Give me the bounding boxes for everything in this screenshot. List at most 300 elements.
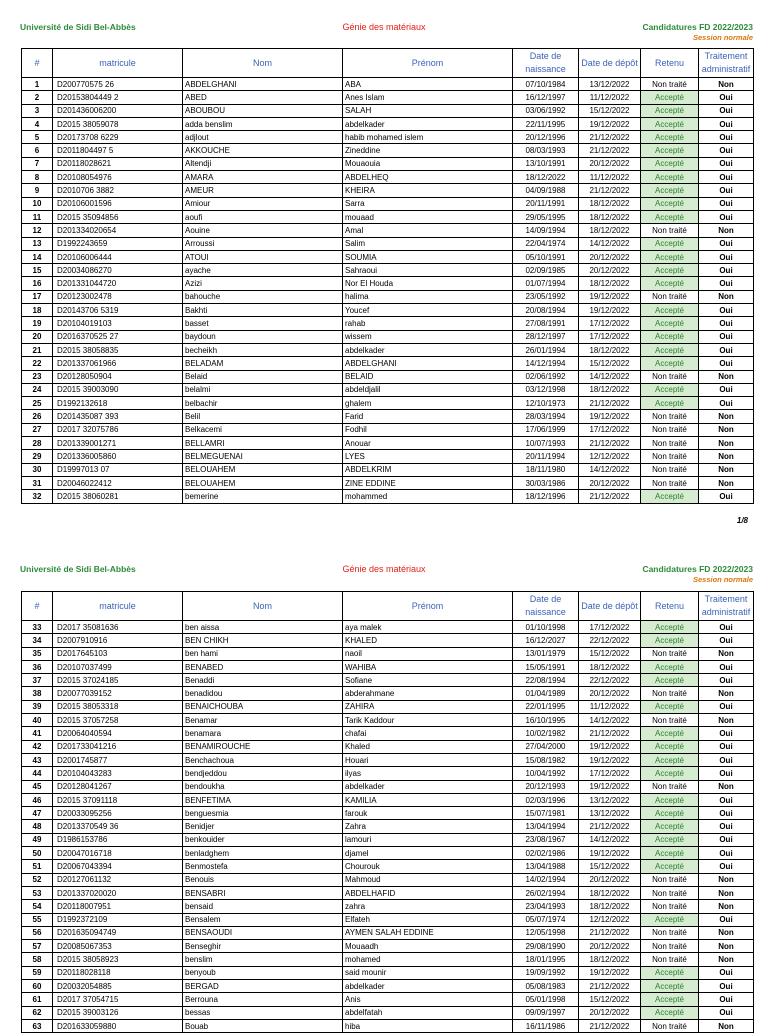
table-row [22, 700, 754, 713]
date-naissance-cell: 23/08/1967 [513, 833, 579, 846]
date-naissance-cell: 12/10/1973 [513, 397, 579, 410]
table-row [22, 674, 754, 687]
date-depot-cell: 13/12/2022 [579, 78, 641, 91]
prenom-cell: Amal [343, 224, 513, 237]
table-row [22, 913, 754, 926]
table-row [22, 886, 754, 899]
retenu-cell: Accepté [641, 144, 699, 157]
row-number: 45 [22, 780, 53, 793]
matricule-cell: D2007910916 [53, 634, 183, 647]
matricule-cell: D20085067353 [53, 940, 183, 953]
date-depot-cell: 15/12/2022 [579, 104, 641, 117]
table-row [22, 847, 754, 860]
table-row [22, 767, 754, 780]
nom-cell: AMARA [183, 171, 343, 184]
retenu-cell: Accepté [641, 397, 699, 410]
matricule-cell: D2015 38059078 [53, 117, 183, 130]
table-row [22, 966, 754, 979]
nom-cell: BENABED [183, 660, 343, 673]
date-depot-cell: 18/12/2022 [579, 886, 641, 899]
table-row [22, 224, 754, 237]
row-number: 5 [22, 131, 53, 144]
matricule-cell: D20118007951 [53, 900, 183, 913]
date-naissance-cell: 05/01/1998 [513, 993, 579, 1006]
table-row [22, 807, 754, 820]
matricule-cell: D2015 37057258 [53, 714, 183, 727]
retenu-cell: Accepté [641, 993, 699, 1006]
matricule-cell: D20064040594 [53, 727, 183, 740]
retenu-cell: Non traité [641, 647, 699, 660]
date-naissance-cell: 02/02/1986 [513, 847, 579, 860]
date-naissance-cell: 20/12/1993 [513, 780, 579, 793]
traitement-cell: Non [699, 463, 754, 476]
traitement-cell: Oui [699, 144, 754, 157]
retenu-cell: Accepté [641, 674, 699, 687]
table-row [22, 634, 754, 647]
date-depot-cell: 21/12/2022 [579, 184, 641, 197]
matricule-cell: D2015 37091118 [53, 793, 183, 806]
prenom-cell: aya malek [343, 621, 513, 634]
nom-cell: BENAICHOUBA [183, 700, 343, 713]
row-number: 19 [22, 317, 53, 330]
table-row [22, 250, 754, 263]
prenom-cell: Anis [343, 993, 513, 1006]
matricule-cell: D2015 39003126 [53, 1006, 183, 1019]
traitement-cell: Oui [699, 1006, 754, 1019]
table-row [22, 860, 754, 873]
date-depot-cell: 20/12/2022 [579, 873, 641, 886]
matricule-cell: D2015 38058923 [53, 953, 183, 966]
prenom-cell: said mounir [343, 966, 513, 979]
traitement-cell: Oui [699, 740, 754, 753]
matricule-cell: D20047016718 [53, 847, 183, 860]
table-header-row [22, 49, 754, 78]
nom-cell: BENSABRI [183, 886, 343, 899]
row-number: 44 [22, 767, 53, 780]
prenom-cell: Zahra [343, 820, 513, 833]
date-naissance-cell: 29/08/1990 [513, 940, 579, 953]
retenu-cell: Accepté [641, 184, 699, 197]
date-naissance-cell: 29/05/1995 [513, 210, 579, 223]
nom-cell: Benseghir [183, 940, 343, 953]
traitement-cell: Non [699, 224, 754, 237]
date-depot-cell: 20/12/2022 [579, 687, 641, 700]
col-traitement-header: Traitement administratif [699, 49, 754, 78]
matricule-cell: D201336005860 [53, 450, 183, 463]
date-depot-cell: 14/12/2022 [579, 237, 641, 250]
nom-cell: BENSAOUDI [183, 926, 343, 939]
table-row [22, 1006, 754, 1019]
row-number: 3 [22, 104, 53, 117]
retenu-cell: Accepté [641, 264, 699, 277]
retenu-cell: Accepté [641, 383, 699, 396]
traitement-cell: Oui [699, 197, 754, 210]
prenom-cell: WAHIBA [343, 660, 513, 673]
row-number: 43 [22, 753, 53, 766]
traitement-cell: Oui [699, 210, 754, 223]
retenu-cell: Non traité [641, 370, 699, 383]
matricule-cell: D20033095256 [53, 807, 183, 820]
date-depot-cell: 14/12/2022 [579, 463, 641, 476]
retenu-cell: Accepté [641, 237, 699, 250]
prenom-cell: abdelfatah [343, 1006, 513, 1019]
traitement-cell: Oui [699, 91, 754, 104]
traitement-cell: Non [699, 78, 754, 91]
retenu-cell: Accepté [641, 104, 699, 117]
row-number: 63 [22, 1019, 53, 1032]
col-date-naissance-header: Date de naissance [513, 592, 579, 621]
date-depot-cell: 18/12/2022 [579, 197, 641, 210]
prenom-cell: ABDELGHANI [343, 357, 513, 370]
date-naissance-cell: 16/10/1995 [513, 714, 579, 727]
retenu-cell: Non traité [641, 224, 699, 237]
date-naissance-cell: 20/08/1994 [513, 304, 579, 317]
row-number: 53 [22, 886, 53, 899]
nom-cell: BELLAMRI [183, 437, 343, 450]
date-naissance-cell: 22/08/1994 [513, 674, 579, 687]
matricule-cell: D20128050904 [53, 370, 183, 383]
matricule-cell: D2015 38053318 [53, 700, 183, 713]
date-naissance-cell: 15/07/1981 [513, 807, 579, 820]
nom-cell: benadidou [183, 687, 343, 700]
table-row [22, 820, 754, 833]
col-retenu-header: Retenu [641, 592, 699, 621]
traitement-cell: Oui [699, 993, 754, 1006]
date-depot-cell: 21/12/2022 [579, 980, 641, 993]
traitement-cell: Non [699, 940, 754, 953]
date-naissance-cell: 14/09/1994 [513, 224, 579, 237]
date-depot-cell: 21/12/2022 [579, 820, 641, 833]
prenom-cell: BELAID [343, 370, 513, 383]
traitement-cell: Oui [699, 767, 754, 780]
retenu-cell: Accepté [641, 250, 699, 263]
matricule-cell: D201331044720 [53, 277, 183, 290]
row-number: 12 [22, 224, 53, 237]
date-depot-cell: 19/12/2022 [579, 753, 641, 766]
date-depot-cell: 19/12/2022 [579, 304, 641, 317]
nom-cell: Altendji [183, 157, 343, 170]
row-number: 50 [22, 847, 53, 860]
nom-cell: ayache [183, 264, 343, 277]
date-depot-cell: 15/12/2022 [579, 647, 641, 660]
retenu-cell: Non traité [641, 886, 699, 899]
date-depot-cell: 13/12/2022 [579, 807, 641, 820]
date-depot-cell: 11/12/2022 [579, 171, 641, 184]
nom-cell: benladghem [183, 847, 343, 860]
col-retenu-header: Retenu [641, 49, 699, 78]
date-naissance-cell: 07/10/1984 [513, 78, 579, 91]
nom-cell: benamara [183, 727, 343, 740]
table-row [22, 940, 754, 953]
row-number: 14 [22, 250, 53, 263]
traitement-cell: Non [699, 900, 754, 913]
col-matricule-header: matricule [53, 592, 183, 621]
nom-cell: BELMEGUENAI [183, 450, 343, 463]
traitement-cell: Oui [699, 171, 754, 184]
date-naissance-cell: 02/09/1985 [513, 264, 579, 277]
prenom-cell: LYES [343, 450, 513, 463]
row-number: 1 [22, 78, 53, 91]
prenom-cell: KHEIRA [343, 184, 513, 197]
traitement-cell: Oui [699, 621, 754, 634]
nom-cell: bemerine [183, 490, 343, 503]
date-depot-cell: 13/12/2022 [579, 793, 641, 806]
retenu-cell: Non traité [641, 290, 699, 303]
row-number: 61 [22, 993, 53, 1006]
retenu-cell: Accepté [641, 171, 699, 184]
date-depot-cell: 17/12/2022 [579, 423, 641, 436]
row-number: 57 [22, 940, 53, 953]
traitement-cell: Oui [699, 397, 754, 410]
nom-cell: bessas [183, 1006, 343, 1019]
nom-cell: aoufi [183, 210, 343, 223]
traitement-cell: Oui [699, 860, 754, 873]
matricule-cell: D2015 37024185 [53, 674, 183, 687]
row-number: 10 [22, 197, 53, 210]
matricule-cell: D201436006200 [53, 104, 183, 117]
nom-cell: belalmi [183, 383, 343, 396]
table-row [22, 727, 754, 740]
prenom-cell: farouk [343, 807, 513, 820]
retenu-cell: Non traité [641, 78, 699, 91]
date-naissance-cell: 15/05/1991 [513, 660, 579, 673]
date-naissance-cell: 23/04/1993 [513, 900, 579, 913]
department-title: Génie des matériaux [342, 564, 426, 574]
matricule-cell: D2016370525 27 [53, 330, 183, 343]
row-number: 30 [22, 463, 53, 476]
table-row [22, 450, 754, 463]
prenom-cell: Anouar [343, 437, 513, 450]
prenom-cell: mohamed [343, 953, 513, 966]
date-naissance-cell: 10/02/1982 [513, 727, 579, 740]
date-naissance-cell: 18/11/1980 [513, 463, 579, 476]
retenu-cell: Accepté [641, 197, 699, 210]
retenu-cell: Accepté [641, 490, 699, 503]
date-depot-cell: 21/12/2022 [579, 926, 641, 939]
date-depot-cell: 22/12/2022 [579, 634, 641, 647]
traitement-cell: Oui [699, 660, 754, 673]
traitement-cell: Non [699, 926, 754, 939]
prenom-cell: Houari [343, 753, 513, 766]
retenu-cell: Accepté [641, 807, 699, 820]
nom-cell: BELADAM [183, 357, 343, 370]
retenu-cell: Accepté [641, 913, 699, 926]
nom-cell: ABED [183, 91, 343, 104]
session-label: Session normale [692, 575, 753, 584]
matricule-cell: D20173708 6229 [53, 131, 183, 144]
nom-cell: Benouis [183, 873, 343, 886]
date-depot-cell: 20/12/2022 [579, 1006, 641, 1019]
retenu-cell: Accepté [641, 966, 699, 979]
candidates-table-page-2 [21, 591, 754, 1033]
prenom-cell: Farid [343, 410, 513, 423]
traitement-cell: Oui [699, 250, 754, 263]
date-depot-cell: 18/12/2022 [579, 210, 641, 223]
nom-cell: Bensalem [183, 913, 343, 926]
row-number: 20 [22, 330, 53, 343]
date-naissance-cell: 13/01/1979 [513, 647, 579, 660]
matricule-cell: D2015 38058835 [53, 343, 183, 356]
date-depot-cell: 17/12/2022 [579, 330, 641, 343]
prenom-cell: Nor El Houda [343, 277, 513, 290]
row-number: 56 [22, 926, 53, 939]
nom-cell: BEN CHIKH [183, 634, 343, 647]
prenom-cell: mohammed [343, 490, 513, 503]
matricule-cell: D20108054976 [53, 171, 183, 184]
matricule-cell: D20067043394 [53, 860, 183, 873]
table-row [22, 793, 754, 806]
traitement-cell: Oui [699, 793, 754, 806]
university-name: Université de Sidi Bel-Abbès [20, 564, 136, 574]
retenu-cell: Accepté [641, 860, 699, 873]
university-name: Université de Sidi Bel-Abbès [20, 22, 136, 32]
prenom-cell: Khaled [343, 740, 513, 753]
prenom-cell: rahab [343, 317, 513, 330]
date-depot-cell: 18/12/2022 [579, 953, 641, 966]
traitement-cell: Oui [699, 727, 754, 740]
date-depot-cell: 19/12/2022 [579, 740, 641, 753]
traitement-cell: Oui [699, 117, 754, 130]
matricule-cell: D201633059880 [53, 1019, 183, 1032]
traitement-cell: Oui [699, 833, 754, 846]
nom-cell: baydoun [183, 330, 343, 343]
nom-cell: Berrouna [183, 993, 343, 1006]
date-naissance-cell: 16/12/2027 [513, 634, 579, 647]
date-depot-cell: 18/12/2022 [579, 900, 641, 913]
date-depot-cell: 15/12/2022 [579, 860, 641, 873]
matricule-cell: D2017 32075786 [53, 423, 183, 436]
matricule-cell: D1992243659 [53, 237, 183, 250]
matricule-cell: D200770575 26 [53, 78, 183, 91]
date-naissance-cell: 17/06/1999 [513, 423, 579, 436]
traitement-cell: Non [699, 953, 754, 966]
date-naissance-cell: 13/10/1991 [513, 157, 579, 170]
prenom-cell: ABDELHEQ [343, 171, 513, 184]
traitement-cell: Oui [699, 820, 754, 833]
date-depot-cell: 17/12/2022 [579, 317, 641, 330]
prenom-cell: wissem [343, 330, 513, 343]
date-naissance-cell: 18/01/1995 [513, 953, 579, 966]
prenom-cell: Elfateh [343, 913, 513, 926]
nom-cell: BELOUAHEM [183, 476, 343, 489]
prenom-cell: abdelkader [343, 117, 513, 130]
retenu-cell: Non traité [641, 437, 699, 450]
retenu-cell: Accepté [641, 357, 699, 370]
nom-cell: Benidjer [183, 820, 343, 833]
col-prenom-header: Prénom [343, 592, 513, 621]
matricule-cell: D2017645103 [53, 647, 183, 660]
nom-cell: bahouche [183, 290, 343, 303]
prenom-cell: mouaad [343, 210, 513, 223]
matricule-cell: D20106006444 [53, 250, 183, 263]
retenu-cell: Non traité [641, 940, 699, 953]
table-row [22, 343, 754, 356]
table-row [22, 197, 754, 210]
nom-cell: bensaid [183, 900, 343, 913]
table-row [22, 117, 754, 130]
retenu-cell: Accepté [641, 700, 699, 713]
prenom-cell: djamel [343, 847, 513, 860]
nom-cell: adda benslim [183, 117, 343, 130]
date-naissance-cell: 14/12/1994 [513, 357, 579, 370]
col-prenom-header: Prénom [343, 49, 513, 78]
nom-cell: ben hami [183, 647, 343, 660]
traitement-cell: Oui [699, 753, 754, 766]
table-row [22, 157, 754, 170]
matricule-cell: D2001745877 [53, 753, 183, 766]
date-depot-cell: 12/12/2022 [579, 913, 641, 926]
col-date-depot-header: Date de dépôt [579, 49, 641, 78]
date-naissance-cell: 16/11/1986 [513, 1019, 579, 1032]
prenom-cell: halima [343, 290, 513, 303]
table-row [22, 131, 754, 144]
matricule-cell: D20143706 5319 [53, 304, 183, 317]
matricule-cell: D2015 35094856 [53, 210, 183, 223]
nom-cell: Benamar [183, 714, 343, 727]
date-naissance-cell: 23/05/1992 [513, 290, 579, 303]
traitement-cell: Oui [699, 807, 754, 820]
retenu-cell: Non traité [641, 873, 699, 886]
traitement-cell: Oui [699, 980, 754, 993]
prenom-cell: zahra [343, 900, 513, 913]
nom-cell: benkouider [183, 833, 343, 846]
row-number: 6 [22, 144, 53, 157]
table-row [22, 993, 754, 1006]
nom-cell: BELOUAHEM [183, 463, 343, 476]
nom-cell: benyoub [183, 966, 343, 979]
retenu-cell: Accepté [641, 277, 699, 290]
prenom-cell: ABDELHAFID [343, 886, 513, 899]
table-row [22, 490, 754, 503]
row-number: 47 [22, 807, 53, 820]
table-row [22, 304, 754, 317]
row-number: 11 [22, 210, 53, 223]
date-naissance-cell: 15/08/1982 [513, 753, 579, 766]
table-row [22, 714, 754, 727]
table-row [22, 357, 754, 370]
nom-cell: bendjeddou [183, 767, 343, 780]
nom-cell: BENAMIROUCHE [183, 740, 343, 753]
prenom-cell: Salim [343, 237, 513, 250]
retenu-cell: Non traité [641, 1019, 699, 1032]
nom-cell: ATOUI [183, 250, 343, 263]
date-naissance-cell: 28/12/1997 [513, 330, 579, 343]
matricule-cell: D20123002478 [53, 290, 183, 303]
prenom-cell: SALAH [343, 104, 513, 117]
table-row [22, 423, 754, 436]
traitement-cell: Oui [699, 184, 754, 197]
session-label: Session normale [692, 33, 753, 42]
traitement-cell: Oui [699, 131, 754, 144]
table-row [22, 437, 754, 450]
nom-cell: adjlout [183, 131, 343, 144]
table-row [22, 621, 754, 634]
row-number: 51 [22, 860, 53, 873]
date-depot-cell: 19/12/2022 [579, 410, 641, 423]
date-depot-cell: 20/12/2022 [579, 157, 641, 170]
retenu-cell: Non traité [641, 900, 699, 913]
row-number: 38 [22, 687, 53, 700]
traitement-cell: Non [699, 647, 754, 660]
retenu-cell: Accepté [641, 634, 699, 647]
retenu-cell: Accepté [641, 330, 699, 343]
retenu-cell: Accepté [641, 847, 699, 860]
nom-cell: Benchachoua [183, 753, 343, 766]
nom-cell: Amiour [183, 197, 343, 210]
date-depot-cell: 19/12/2022 [579, 847, 641, 860]
table-row [22, 780, 754, 793]
retenu-cell: Accepté [641, 91, 699, 104]
